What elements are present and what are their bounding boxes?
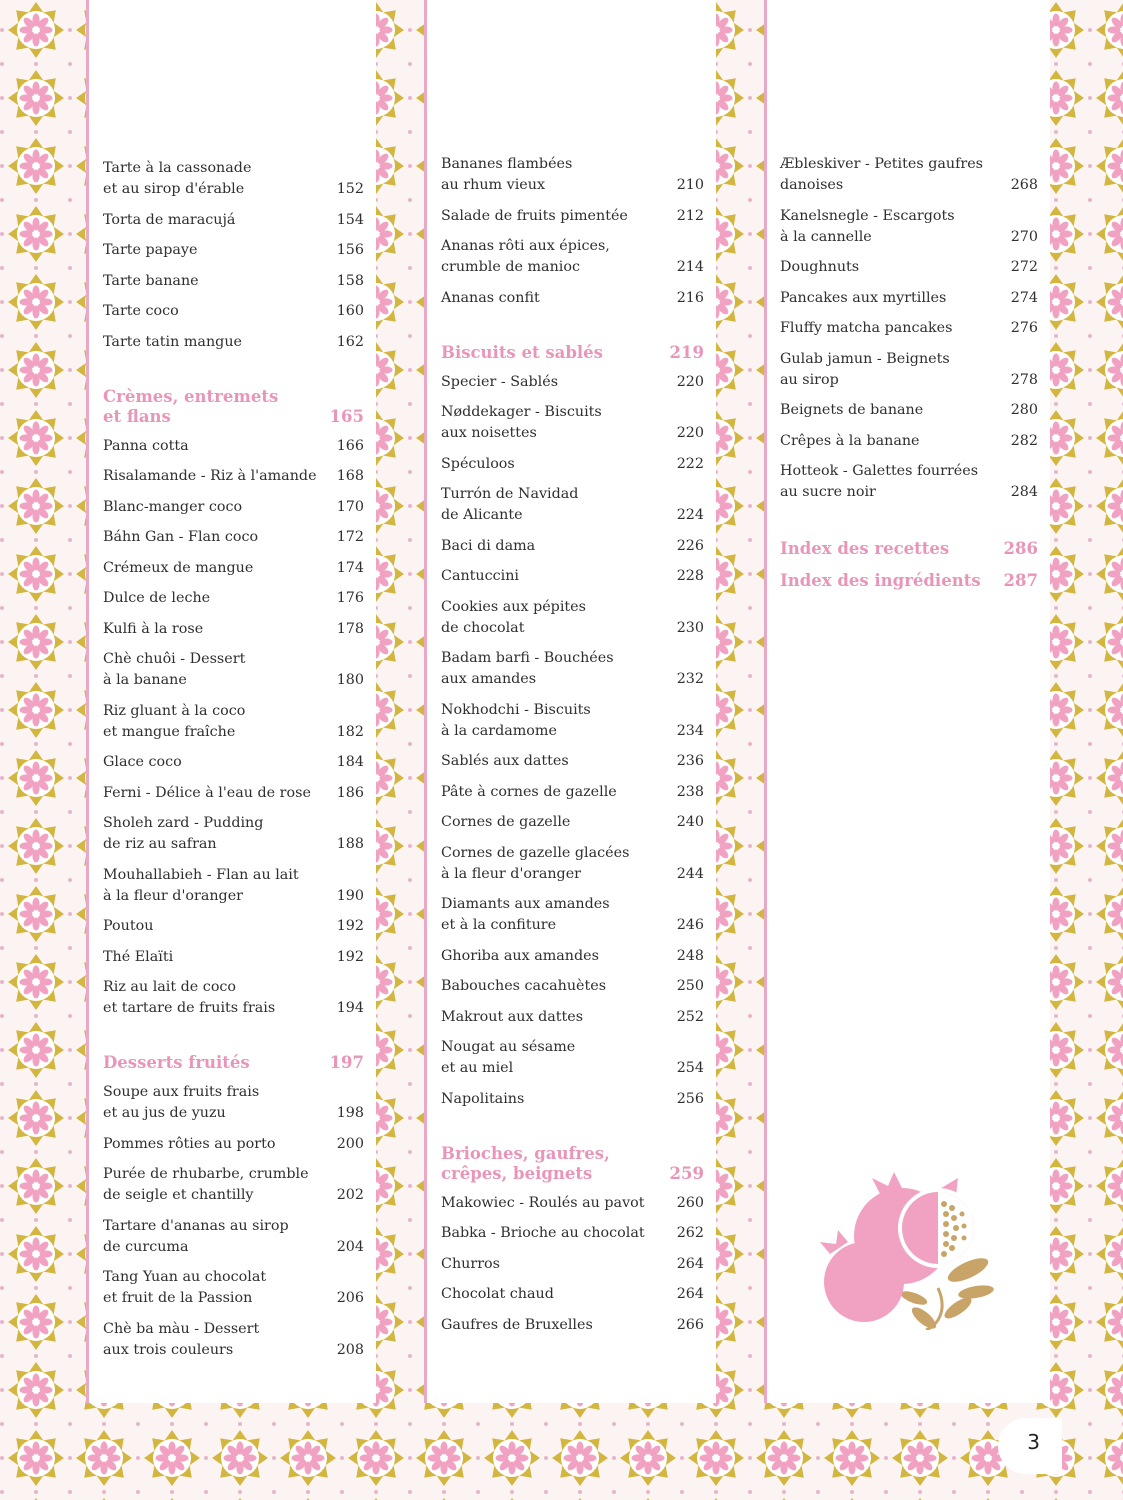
- toc-entry: [780, 349, 1038, 391]
- toc-title: Pâte à cornes de gazelle: [441, 783, 617, 800]
- pattern-border-bottom: [0, 1403, 1123, 1500]
- toc-title: Chocolat chaud: [441, 1286, 554, 1302]
- toc-page-number: 158: [336, 272, 364, 289]
- toc-title: Ananas rôti aux épices, crumble de manioc: [441, 238, 610, 275]
- toc-title: Cornes de gazelle: [441, 814, 571, 830]
- toc-entry: [441, 288, 704, 309]
- toc-entry: [103, 1164, 364, 1206]
- toc-entry: [103, 649, 364, 691]
- toc-entry: [780, 400, 1038, 421]
- toc-entry: [103, 240, 364, 261]
- toc-entry: [780, 288, 1038, 309]
- toc-page-number: 264: [676, 1286, 704, 1302]
- toc-page-number: 190: [336, 887, 364, 904]
- toc-page-number: 272: [1010, 259, 1038, 275]
- toc-title: Sholeh zard - Pudding de riz au safran: [103, 815, 264, 852]
- toc-entry: [441, 782, 704, 803]
- toc-title: Fluffy matcha pancakes: [780, 320, 953, 336]
- toc-page-number: 204: [336, 1238, 364, 1255]
- toc-title: Dulce de leche: [103, 590, 211, 606]
- toc-title: Pommes rôties au porto: [103, 1135, 276, 1152]
- toc-entry: [780, 154, 1038, 196]
- toc-title: Cookies aux pépites de chocolat: [441, 598, 586, 636]
- toc-title: Panna cotta: [103, 437, 189, 454]
- toc-title: Riz au lait de coco et tartare de fruits frais: [103, 979, 276, 1016]
- toc-entry: [441, 372, 704, 393]
- toc-title: Crémeux de mangue: [103, 559, 254, 576]
- toc-entry: [441, 154, 704, 196]
- toc-entry: [780, 257, 1038, 278]
- toc-entry: [441, 402, 704, 444]
- toc-entry: [103, 813, 364, 855]
- toc-title: Nokhodchi - Biscuits à la cardamome: [441, 701, 591, 739]
- pattern-divider-2: [716, 0, 764, 1403]
- toc-title: Brioches, gaufres, crêpes, beignets: [441, 1143, 610, 1183]
- toc-page-number: 286: [1003, 539, 1038, 558]
- toc-page-number: 198: [336, 1105, 364, 1121]
- toc-title: Badam barfi - Bouchées aux amandes: [441, 650, 614, 687]
- toc-entry: [441, 843, 704, 885]
- toc-entry: [780, 431, 1038, 452]
- toc-entry: [441, 648, 704, 690]
- toc-page-number: 184: [336, 754, 364, 770]
- toc-title: Glace coco: [103, 754, 182, 770]
- toc-entry: [441, 536, 704, 557]
- toc-title: Crèmes, entremets et flans: [103, 386, 279, 426]
- toc-entry: [103, 619, 364, 640]
- toc-entry: [103, 865, 364, 907]
- toc-page-number: 192: [336, 948, 364, 965]
- toc-index-index-des-recettes: [780, 539, 1038, 559]
- toc-page-number: 232: [676, 671, 704, 687]
- toc-page-number: 216: [676, 289, 704, 306]
- toc-title: Torta de maracujá: [103, 211, 236, 228]
- toc-title: Bananes flambées au rhum vieux: [441, 156, 573, 193]
- toc-entry: [103, 332, 364, 353]
- toc-entry: [441, 597, 704, 639]
- toc-entry: [103, 527, 364, 548]
- toc-page-number: 178: [336, 620, 364, 637]
- toc-column-1: [86, 0, 376, 1403]
- toc-section-heading: [103, 387, 364, 427]
- toc-entry: [441, 1284, 704, 1305]
- toc-title: Kanelsnegle - Escargots à la cannelle: [780, 207, 955, 245]
- toc-title: Cantuccini: [441, 568, 519, 584]
- toc-title: Tarte banane: [103, 272, 199, 289]
- toc-page-number: 256: [676, 1090, 704, 1107]
- toc-title: Index des ingrédients: [780, 571, 981, 590]
- toc-page-number: 262: [676, 1225, 704, 1241]
- toc-entry: [103, 466, 364, 487]
- toc-page-number: 160: [336, 303, 364, 319]
- toc-page-number: 280: [1010, 402, 1038, 418]
- toc-page-number: 174: [336, 559, 364, 576]
- toc-page-number: 152: [336, 181, 364, 197]
- toc-page-number: 214: [676, 259, 704, 275]
- toc-page-number: 172: [336, 529, 364, 545]
- toc-page-number: 254: [676, 1060, 704, 1076]
- toc-title: Churros: [441, 1255, 500, 1272]
- toc-entry: [103, 210, 364, 231]
- toc-page-number: 224: [676, 507, 704, 523]
- toc-title: Sablés aux dattes: [441, 753, 569, 769]
- toc-entry: [441, 751, 704, 772]
- toc-entry: [103, 947, 364, 968]
- toc-title: Blanc-manger coco: [103, 498, 243, 515]
- toc-page-number: 266: [676, 1316, 704, 1333]
- toc-entry: [441, 1254, 704, 1275]
- pattern-border-left: [0, 0, 86, 1403]
- toc-entry: [441, 1007, 704, 1028]
- toc-entry: [441, 484, 704, 526]
- toc-page-number: 168: [336, 468, 364, 484]
- toc-page-number: 264: [676, 1255, 704, 1272]
- toc-title: Pancakes aux myrtilles: [780, 289, 947, 306]
- toc-title: Ananas confit: [441, 289, 540, 306]
- toc-entry: [103, 1267, 364, 1309]
- pattern-border-right: [1050, 0, 1123, 1500]
- toc-title: Index des recettes: [780, 539, 950, 558]
- toc-title: Turrón de Navidad de Alicante: [441, 486, 579, 523]
- toc-title: Riz gluant à la coco et mangue fraîche: [103, 702, 246, 740]
- toc-page-number: 260: [676, 1194, 704, 1211]
- toc-entry: [103, 977, 364, 1019]
- toc-page-number: 202: [336, 1187, 364, 1203]
- toc-entry: [441, 1089, 704, 1110]
- toc-page-number: 287: [1003, 571, 1038, 590]
- toc-title: Biscuits et sablés: [441, 342, 603, 362]
- toc-section-heading: [441, 343, 704, 363]
- toc-title: Makowiec - Roulés au pavot: [441, 1194, 645, 1211]
- toc-page-number: 206: [336, 1290, 364, 1306]
- toc-page-number: 284: [1010, 484, 1038, 500]
- toc-title: Desserts fruités: [103, 1053, 250, 1072]
- toc-title: Spéculoos: [441, 455, 515, 472]
- toc-entry: [441, 236, 704, 278]
- toc-entry: [103, 1319, 364, 1361]
- page-number-badge: [998, 1418, 1062, 1474]
- toc-page-number: 252: [676, 1008, 704, 1025]
- toc-entry: [103, 783, 364, 804]
- toc-entry: [103, 271, 364, 292]
- toc-title: Cornes de gazelle glacées à la fleur d'oranger: [441, 844, 630, 882]
- toc-page-number: 192: [336, 918, 364, 934]
- toc-page-number: 282: [1010, 432, 1038, 449]
- toc-entry: [441, 1037, 704, 1079]
- toc-page-number: 220: [676, 373, 704, 390]
- toc-title: Specier - Sablés: [441, 373, 559, 390]
- toc-page-number: 194: [336, 1000, 364, 1016]
- toc-page-number: 165: [329, 406, 364, 426]
- toc-page-number: 228: [676, 568, 704, 584]
- toc-entry: [441, 976, 704, 997]
- toc-page-number: 270: [1010, 228, 1038, 245]
- toc-entry: [103, 497, 364, 518]
- toc-title: Nougat au sésame et au miel: [441, 1039, 576, 1076]
- toc-page-number: 250: [676, 978, 704, 994]
- toc-title: Chè ba màu - Dessert aux trois couleurs: [103, 1320, 260, 1358]
- toc-page-number: 246: [676, 917, 704, 933]
- toc-title: Crêpes à la banane: [780, 432, 920, 449]
- toc-title: Nøddekager - Biscuits aux noisettes: [441, 404, 602, 441]
- toc-title: Gaufres de Bruxelles: [441, 1316, 593, 1333]
- toc-page-number: 156: [336, 242, 364, 258]
- toc-page-number: 268: [1010, 177, 1038, 193]
- toc-index-index-des-ingredients: [780, 571, 1038, 591]
- toc-page-number: 154: [336, 211, 364, 228]
- toc-page-number: 212: [676, 207, 704, 224]
- pattern-divider-1: [376, 0, 424, 1403]
- toc-page-number: 222: [676, 455, 704, 472]
- toc-entry: [103, 1216, 364, 1258]
- toc-page-number: 208: [336, 1341, 364, 1358]
- toc-title: Risalamande - Riz à l'amande: [103, 468, 317, 484]
- toc-entry: [441, 1193, 704, 1214]
- toc-page-number: 182: [336, 723, 364, 740]
- toc-entry: [103, 752, 364, 773]
- toc-entry: [441, 894, 704, 936]
- toc-entry: [441, 1223, 704, 1244]
- toc-entry: [103, 301, 364, 322]
- toc-entry: [103, 158, 364, 200]
- toc-title: Chè chuôi - Dessert à la banane: [103, 651, 246, 688]
- toc-title: Diamants aux amandes et à la confiture: [441, 896, 610, 933]
- toc-entry: [441, 700, 704, 742]
- toc-title: Thé Elaïti: [103, 948, 174, 965]
- toc-entry: [103, 436, 364, 457]
- toc-column-2: [424, 0, 716, 1403]
- toc-title: Tarte coco: [103, 303, 179, 319]
- toc-title: Beignets de banane: [780, 402, 924, 418]
- toc-entry: [780, 206, 1038, 248]
- toc-entry: [103, 916, 364, 937]
- toc-page-number: 230: [676, 619, 704, 636]
- toc-title: Makrout aux dattes: [441, 1008, 584, 1025]
- toc-page-number: 234: [676, 722, 704, 739]
- pomegranate-icon: [818, 1170, 996, 1330]
- toc-title: Tarte papaye: [103, 242, 198, 258]
- toc-entry: [103, 1082, 364, 1124]
- toc-page-number: 226: [676, 537, 704, 554]
- toc-page-number: 278: [1010, 371, 1038, 388]
- toc-title: Tartare d'ananas au sirop de curcuma: [103, 1217, 289, 1255]
- toc-entry: [103, 1134, 364, 1155]
- toc-entry: [103, 558, 364, 579]
- toc-title: Hotteok - Galettes fourrées au sucre noir: [780, 463, 979, 500]
- toc-title: Poutou: [103, 918, 154, 934]
- toc-title: Æbleskiver - Petites gaufres danoises: [780, 156, 984, 193]
- toc-page-number: 238: [676, 783, 704, 800]
- toc-title: Kulfi à la rose: [103, 620, 204, 637]
- toc-title: Gulab jamun - Beignets au sirop: [780, 350, 950, 388]
- toc-title: Mouhallabieh - Flan au lait à la fleur d'oranger: [103, 866, 299, 904]
- toc-page-number: 210: [676, 177, 704, 193]
- toc-title: Soupe aux fruits frais et au jus de yuzu: [103, 1084, 260, 1121]
- toc-section-heading: [103, 1053, 364, 1073]
- toc-page-number: 244: [676, 865, 704, 882]
- toc-entry: [441, 454, 704, 475]
- toc-section-heading: [441, 1144, 704, 1184]
- toc-page-number: 274: [1010, 289, 1038, 306]
- page-number: 3: [1027, 1430, 1040, 1454]
- toc-title: Baci di dama: [441, 537, 536, 554]
- toc-entry: [780, 461, 1038, 503]
- toc-page-number: 259: [669, 1163, 704, 1183]
- toc-entry: [780, 318, 1038, 339]
- toc-title: Babka - Brioche au chocolat: [441, 1225, 645, 1241]
- toc-title: Tarte tatin mangue: [103, 333, 242, 350]
- toc-page-number: 170: [336, 498, 364, 515]
- toc-page-number: 197: [329, 1053, 364, 1072]
- toc-title: Báhn Gan - Flan coco: [103, 529, 259, 545]
- toc-entry: [441, 1315, 704, 1336]
- toc-title: Tarte à la cassonade et au sirop d'érable: [103, 160, 252, 197]
- toc-page-number: 236: [676, 753, 704, 769]
- toc-page-number: 188: [336, 836, 364, 852]
- toc-page-number: 248: [676, 947, 704, 964]
- toc-page-number: 220: [676, 425, 704, 441]
- toc-page-number: 276: [1010, 320, 1038, 336]
- toc-page-number: 186: [336, 784, 364, 801]
- toc-page-number: 162: [336, 333, 364, 350]
- toc-entry: [103, 701, 364, 743]
- toc-title: Babouches cacahuètes: [441, 978, 607, 994]
- toc-title: Ferni - Délice à l'eau de rose: [103, 784, 311, 801]
- toc-page-number: 166: [336, 437, 364, 454]
- toc-title: Salade de fruits pimentée: [441, 207, 628, 224]
- toc-entry: [441, 946, 704, 967]
- toc-title: Tang Yuan au chocolat et fruit de la Passion: [103, 1269, 267, 1306]
- toc-page-number: 240: [676, 814, 704, 830]
- toc-page-number: 200: [336, 1135, 364, 1152]
- toc-entry: [441, 206, 704, 227]
- toc-title: Purée de rhubarbe, crumble de seigle et chantilly: [103, 1166, 309, 1203]
- toc-title: Ghoriba aux amandes: [441, 947, 599, 964]
- toc-entry: [103, 588, 364, 609]
- toc-title: Napolitains: [441, 1090, 525, 1107]
- toc-entry: [441, 566, 704, 587]
- toc-page-number: 176: [336, 590, 364, 606]
- toc-page-number: 219: [669, 342, 704, 362]
- toc-title: Doughnuts: [780, 259, 860, 275]
- toc-page-number: 180: [336, 672, 364, 688]
- toc-entry: [441, 812, 704, 833]
